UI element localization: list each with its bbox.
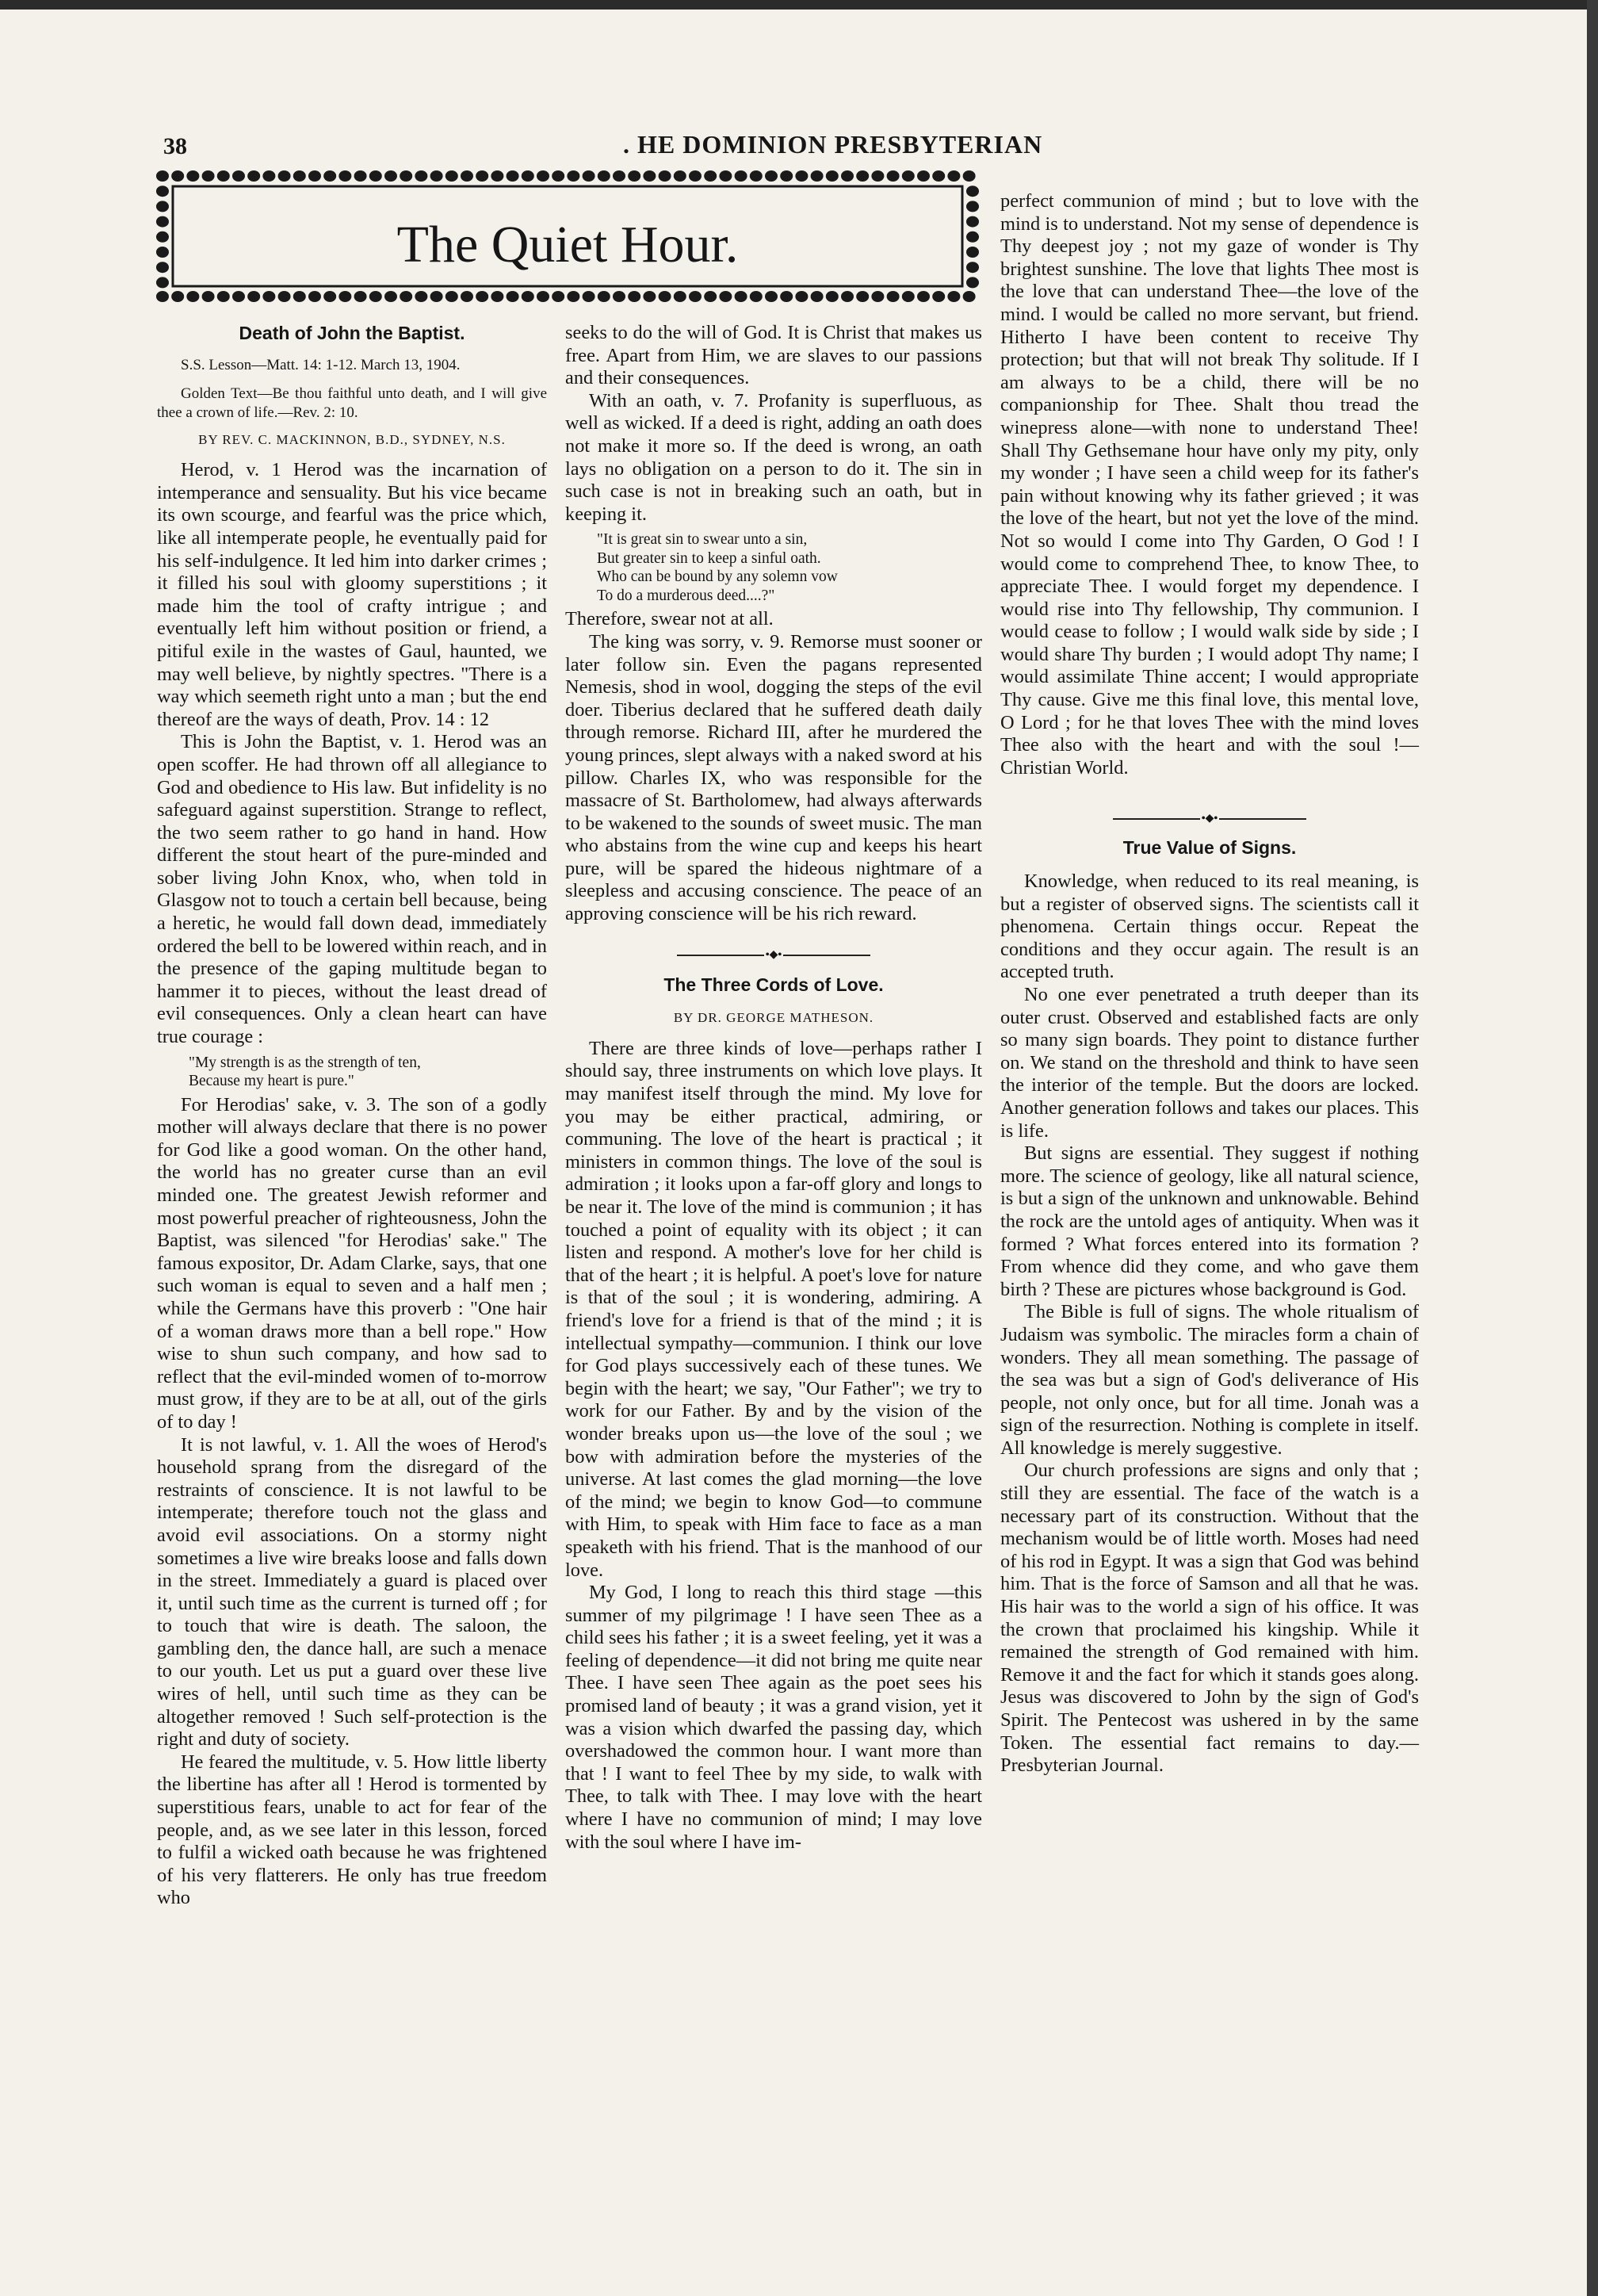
border-dot bbox=[966, 201, 979, 212]
border-dot bbox=[613, 291, 625, 302]
border-dot bbox=[704, 170, 717, 182]
scan-edge-top bbox=[0, 0, 1598, 10]
border-dot bbox=[750, 170, 763, 182]
paragraph: He feared the multitude, v. 5. How little liberty the libertine has after all ! Herod is tormented by superstitious fears, unable to act for fear of the people, and, as we see later in this lesson, forced to fulfil a wicked oath because he was frightened of his very flatterers. He only has true freedom who bbox=[157, 1751, 547, 1909]
border-dot bbox=[643, 170, 656, 182]
verse-quote bbox=[597, 530, 982, 605]
border-dot bbox=[369, 170, 382, 182]
paragraph: Herod, v. 1 Herod was the incarnation of intemperance and sensuality. But his vice became its own scourge, and fearful was the price which, like all intemperate people, he eventually paid for his self-indulgence. It led him into darker crimes ; it filled his soul with gloomy superstitions ; it made him the tool of crafty intrigue ; and eventually left him without position or friend, a pitiful exile in the wastes of Gaul, haunted, we may well believe, by nightly spectres. "There is a way which seemeth right unto a man ; but the end thereof are the ways of death, Prov. 14 : 12 bbox=[157, 459, 547, 730]
border-dot bbox=[308, 170, 321, 182]
border-dot bbox=[156, 186, 169, 197]
border-dot bbox=[917, 291, 930, 302]
border-dot bbox=[278, 291, 291, 302]
border-dot bbox=[293, 291, 306, 302]
byline-matheson: BY DR. GEORGE MATHESON. bbox=[673, 1010, 874, 1026]
column-3 bbox=[1000, 190, 1419, 1777]
border-dot bbox=[461, 170, 473, 182]
border-dot bbox=[293, 170, 306, 182]
paragraph: Our church professions are signs and only that ; still they are essential. The face of the watch is a necessary part of its construction. Without that the mechanism would be of little worth. Moses had need of his rod in Egypt. It was a sign that God was behind him. That is the force of Samson and all that he was. His hair was to the world a sign of his office. It was the crown that proclaimed his kingship. While it remained the strength of God remained with him. Remove it and the fact for which it stands goes along. Jesus was discovered to John by the sign of God's Spirit. The Pentecost was ushered in by the same Token. The essential fact remains to day.—Presbyterian Journal. bbox=[1000, 1460, 1419, 1777]
border-dot bbox=[156, 170, 169, 182]
border-dot bbox=[887, 291, 900, 302]
border-dot bbox=[323, 291, 336, 302]
border-dot bbox=[826, 170, 839, 182]
paragraph: perfect communion of mind ; but to love with the mind is to understand. Not my sense of dependence is Thy deepest joy ; not my gaze of wonder is Thy brightest sunshine. The love that lights Thee most is the love that can understand Thee—the love of the mind. I would be called no more servant, but friend. Hitherto I have been content to receive Thy protection; but that will not break Thy solitude. If I am always to be a child, there will be no companionship for Thee. Shalt thou tread the winepress alone—with none to understand Thee! Shall Thy Gethsemane hour have only my pity, only my wonder ; I have seen a child weep for its father's pain without knowing why its father grieved ; it was the love of the heart, but not yet the love of the mind. Not so would I come into Thy Garden, O God ! I would come to comprehend Thee, to know Thee, to appreciate Thee. I would forget my dependence. I would rise into Thy fellowship, Thy communion. I would cease to follow ; I would walk side by side ; I would share Thy burden ; I would adopt Thy name; I would assimilate Thine accent; I would appropriate Thy cause. Give me this final love, this mental love, O Lord ; for he that loves Thee with the mind loves Thee also with the heart and with the soul !—Christian World. bbox=[1000, 190, 1419, 779]
border-dot bbox=[719, 291, 732, 302]
scan-edge-right bbox=[1587, 0, 1598, 2296]
border-dot bbox=[795, 291, 808, 302]
border-dot bbox=[384, 170, 397, 182]
verse-line: Who can be bound by any solemn vow bbox=[597, 568, 838, 586]
border-dot bbox=[780, 170, 793, 182]
border-dot bbox=[338, 170, 351, 182]
border-dot bbox=[232, 170, 245, 182]
byline-mackinnon: BY REV. C. MACKINNON, B.D., SYDNEY, N.S. bbox=[198, 431, 506, 447]
border-dot bbox=[567, 291, 579, 302]
border-dot bbox=[765, 170, 778, 182]
border-dot bbox=[598, 291, 610, 302]
border-dot bbox=[507, 291, 519, 302]
border-dot bbox=[917, 170, 930, 182]
border-dot bbox=[887, 170, 900, 182]
border-dot bbox=[947, 170, 960, 182]
border-dot bbox=[278, 170, 291, 182]
border-dot bbox=[735, 291, 747, 302]
border-dot bbox=[719, 170, 732, 182]
border-dot bbox=[537, 291, 549, 302]
border-dot bbox=[811, 170, 824, 182]
border-dot bbox=[186, 291, 199, 302]
border-dot bbox=[567, 170, 579, 182]
border-dot bbox=[262, 291, 275, 302]
paragraph: The Bible is full of signs. The whole ritualism of Judaism was symbolic. The miracles form a chain of wonders. They all mean something. The passage of the sea was but a sign of God's deliverance of His people, not only once, but for all time. Jonah was a sign of the resurrection. Nothing is complete in itself. All knowledge is merely suggestive. bbox=[1000, 1301, 1419, 1459]
border-dot bbox=[674, 170, 686, 182]
paragraph: No one ever penetrated a truth deeper than its outer crust. Observed and established facts are only so many sign boards. They point to distance further on. We stand on the threshold and think to have seen the interior of the temple. But the doors are locked. Another generation follows and takes our places. This is life. bbox=[1000, 984, 1419, 1142]
border-dot bbox=[932, 170, 945, 182]
border-dot bbox=[491, 170, 503, 182]
border-dot bbox=[415, 170, 427, 182]
border-dot bbox=[735, 170, 747, 182]
border-dot bbox=[963, 291, 976, 302]
section-title-box bbox=[155, 169, 980, 304]
article-title-death-of-john: Death of John the Baptist. bbox=[239, 323, 465, 343]
border-dot bbox=[856, 291, 869, 302]
paragraph: It is not lawful, v. 1. All the woes of Herod's household sprang from the disregard of the restraints of conscience. It is not lawful to be intemperate; therefore touch not the glass and avoid evil associations. On a stormy night sometimes a live wire breaks loose and falls down in the street. Immediately a guard is placed over it, until such time as the current is turned off ; for to touch that wire is death. The saloon, the gambling den, the dance hall, are such a menace to our youth. Let us put a guard over these live wires of hell, until such time as they can be altogether removed ! Such self-protection is the right and duty of society. bbox=[157, 1433, 547, 1751]
verse-quote bbox=[189, 1054, 547, 1091]
border-dot bbox=[841, 170, 854, 182]
verse-line: "It is great sin to swear unto a sin, bbox=[597, 531, 808, 549]
running-head: . HE DOMINION PRESBYTERIAN bbox=[623, 130, 1043, 159]
border-dot bbox=[628, 170, 640, 182]
border-dot bbox=[476, 291, 488, 302]
border-dot bbox=[308, 291, 321, 302]
paragraph: But signs are essential. They suggest if nothing more. The science of geology, like all natural science, is but a sign of the unknown and unknowable. Behind the rock are the untold ages of antiquity. When was it formed ? What forces entered into its formation ? From whence did they come, and who gave them birth ? These are pictures whose background is God. bbox=[1000, 1142, 1419, 1300]
border-dot bbox=[354, 170, 367, 182]
page-number: 38 bbox=[163, 133, 187, 159]
border-dot bbox=[522, 170, 534, 182]
border-dot bbox=[232, 291, 245, 302]
border-dot bbox=[750, 291, 763, 302]
paragraph: For Herodias' sake, v. 3. The son of a godly mother will always declare that there is no power for God like a good woman. On the other hand, the world has no greater curse than an evil minded one. The greatest Jewish reformer and most powerful preacher of righteousness, John the Baptist, was silenced "for Herodias' sake." The famous expositor, Dr. Adam Clarke, says, that one such woman is equal to seven and a half men ; while the Germans have this proverb : "One hair of a woman draws more than a bell rope." How wise to shun such company, and how sad to reflect that the evil-minded women of to-morrow must grow, if they are to be at all, out of the girls of to day ! bbox=[157, 1093, 547, 1433]
border-dot bbox=[202, 170, 215, 182]
border-dot bbox=[522, 291, 534, 302]
border-dot bbox=[613, 170, 625, 182]
border-dot bbox=[171, 291, 184, 302]
border-dot bbox=[689, 170, 702, 182]
section-divider: •◆• bbox=[1000, 806, 1419, 817]
border-dot bbox=[780, 291, 793, 302]
border-dot bbox=[537, 170, 549, 182]
border-dot bbox=[202, 291, 215, 302]
border-dot bbox=[583, 170, 595, 182]
border-dot bbox=[262, 170, 275, 182]
border-dot bbox=[156, 277, 169, 288]
border-dot bbox=[856, 170, 869, 182]
border-dot bbox=[674, 291, 686, 302]
paragraph: There are three kinds of love—perhaps rather I should say, three instruments on which love plays. It may manifest itself through the mind. My love for you may be either practical, admiring, or communing. The love of the heart is practical ; it ministers in common things. The love of the soul is admiration ; it looks upon a far-off glory and longs to be near it. The love of the mind is communion ; it has touched a point of equality with its object ; it can listen and respond. A mother's love for her child is that of the heart ; it is helpful. A poet's love for nature is that of the soul ; it is wondering, admiring. A friend's love for a friend is that of the mind ; it is intellectual sympathy—communion. I think our love for God plays successively each of these tunes. We begin with the heart; we say, "Our Father"; we try to work for our Father. By and by the vision of the wonder breaks upon us—the love of the soul ; we bow with admiration before the mysteries of the universe. At last comes the glad morning—the love of the mind; we begin to know God—to commune with Him, to speak with Him face to face as a man speaketh with his friend. That is the manhood of our love. bbox=[565, 1037, 982, 1581]
border-dot bbox=[902, 170, 915, 182]
border-dot bbox=[932, 291, 945, 302]
paragraph: This is John the Baptist, v. 1. Herod was an open scoffer. He had thrown off all allegiance to God and obedience to His law. But infidelity is no safeguard against superstition. Strange to reflect, the two seem rather to go hand in hand. How different the stout heart of the pure-minded and sober living John Knox, who, when told in Glasgow not to touch a certain bell because, being a heretic, he would fall down dead, immediately ordered the bell to be lowered within reach, and in the presence of the gaping multitude began to hammer it to pieces, without the least dread of evil consequences. Only a clean heart can have true courage : bbox=[157, 731, 547, 1048]
border-dot bbox=[247, 291, 260, 302]
border-dot bbox=[552, 291, 564, 302]
border-dot bbox=[476, 170, 488, 182]
border-dot bbox=[643, 291, 656, 302]
border-dot bbox=[445, 170, 458, 182]
border-dot bbox=[689, 291, 702, 302]
border-dot bbox=[400, 291, 412, 302]
border-dot bbox=[628, 291, 640, 302]
border-dot bbox=[338, 291, 351, 302]
paragraph: With an oath, v. 7. Profanity is superfluous, as well as wicked. If a deed is right, adding an oath does not make it more so. If the deed is wrong, an oath lays no obligation on a person to do it. The sin in such case is not in breaking such an oath, but in keeping it. bbox=[565, 389, 982, 525]
border-dot bbox=[659, 170, 671, 182]
border-dot bbox=[354, 291, 367, 302]
border-dot bbox=[430, 291, 443, 302]
column-2 bbox=[565, 322, 982, 1854]
border-dot bbox=[902, 291, 915, 302]
border-dot bbox=[461, 291, 473, 302]
border-dot bbox=[947, 291, 960, 302]
verse-line: "My strength is as the strength of ten, bbox=[189, 1054, 421, 1071]
border-dot bbox=[323, 170, 336, 182]
lesson-reference: S.S. Lesson—Matt. 14: 1-12. March 13, 1904. bbox=[181, 356, 461, 373]
paragraph: The king was sorry, v. 9. Remorse must sooner or later follow sin. Even the pagans represented Nemesis, shod in wool, dogging the steps of the evil doer. Tiberius declared that he suffered death daily through remorse. Richard III, after he murdered the young princes, slept always with a naked sword at his pillow. Charles IX, who was responsible for the massacre of St. Bartholomew, had always afterwards to be wakened to the sounds of sweet music. The man who abstains from the wine cup and keeps his heart pure, will be spared the hideous nightmare of a sleepless and accusing conscience. The peace of an approving conscience will be his rich reward. bbox=[565, 630, 982, 925]
border-dot bbox=[659, 291, 671, 302]
border-dot bbox=[871, 170, 884, 182]
border-dot bbox=[811, 291, 824, 302]
border-dot bbox=[186, 170, 199, 182]
paragraph: Knowledge, when reduced to its real meaning, is but a register of observed signs. The scientists call it phenomena. Certain things occur. Repeat the conditions and they occur again. The result is an accepted truth. bbox=[1000, 871, 1419, 983]
article-title-three-cords: The Three Cords of Love. bbox=[663, 974, 884, 995]
border-dot bbox=[704, 291, 717, 302]
section-title: The Quiet Hour. bbox=[396, 216, 739, 274]
border-dot bbox=[963, 170, 976, 182]
border-dot bbox=[445, 291, 458, 302]
border-dot bbox=[841, 291, 854, 302]
verse-line: But greater sin to keep a sinful oath. bbox=[597, 549, 821, 567]
border-dot bbox=[552, 170, 564, 182]
border-dot bbox=[156, 201, 169, 212]
border-dot bbox=[795, 170, 808, 182]
golden-text: Golden Text—Be thou faithful unto death, and I will give thee a crown of life.—Rev. 2: 10. bbox=[157, 385, 547, 421]
border-dot bbox=[966, 186, 979, 197]
column-1 bbox=[157, 322, 547, 1910]
section-divider: •◆• bbox=[565, 943, 982, 955]
border-dot bbox=[217, 170, 230, 182]
border-dot bbox=[826, 291, 839, 302]
border-dot bbox=[765, 291, 778, 302]
border-dot bbox=[171, 170, 184, 182]
border-dot bbox=[247, 170, 260, 182]
border-dot bbox=[217, 291, 230, 302]
border-dot bbox=[583, 291, 595, 302]
border-dot bbox=[598, 170, 610, 182]
border-dot bbox=[430, 170, 443, 182]
border-dot bbox=[507, 170, 519, 182]
verse-line: Because my heart is pure." bbox=[189, 1073, 354, 1090]
border-dot bbox=[156, 291, 169, 302]
paragraph: Therefore, swear not at all. bbox=[565, 608, 774, 630]
article-title-true-value: True Value of Signs. bbox=[1122, 837, 1297, 859]
border-dot bbox=[400, 170, 412, 182]
border-dot bbox=[491, 291, 503, 302]
verse-line: To do a murderous deed....?" bbox=[597, 587, 775, 604]
border-dot bbox=[415, 291, 427, 302]
paragraph: seeks to do the will of God. It is Christ that makes us free. Apart from Him, we are slaves to our passions and their consequences. bbox=[565, 322, 982, 389]
border-dot bbox=[369, 291, 382, 302]
border-dot bbox=[871, 291, 884, 302]
paragraph: My God, I long to reach this third stage —this summer of my pilgrimage ! I have seen Thee as a child sees his father ; it is a sweet feeling, yet it was a feeling of dependence—it did not bring me quite near Thee. I have seen Thee again as the poet sees his promised land of beauty ; it was a grand vision, yet it was a vision which dwarfed the passing day, which overshadowed the common hour. I want more than that ! I want to feel Thee by my side, to walk with Thee, to talk with Thee. I may love with the heart where I have no communion of mind; I may love with the soul where I have im- bbox=[565, 1582, 982, 1853]
border-dot bbox=[384, 291, 397, 302]
border-dot bbox=[966, 277, 979, 288]
